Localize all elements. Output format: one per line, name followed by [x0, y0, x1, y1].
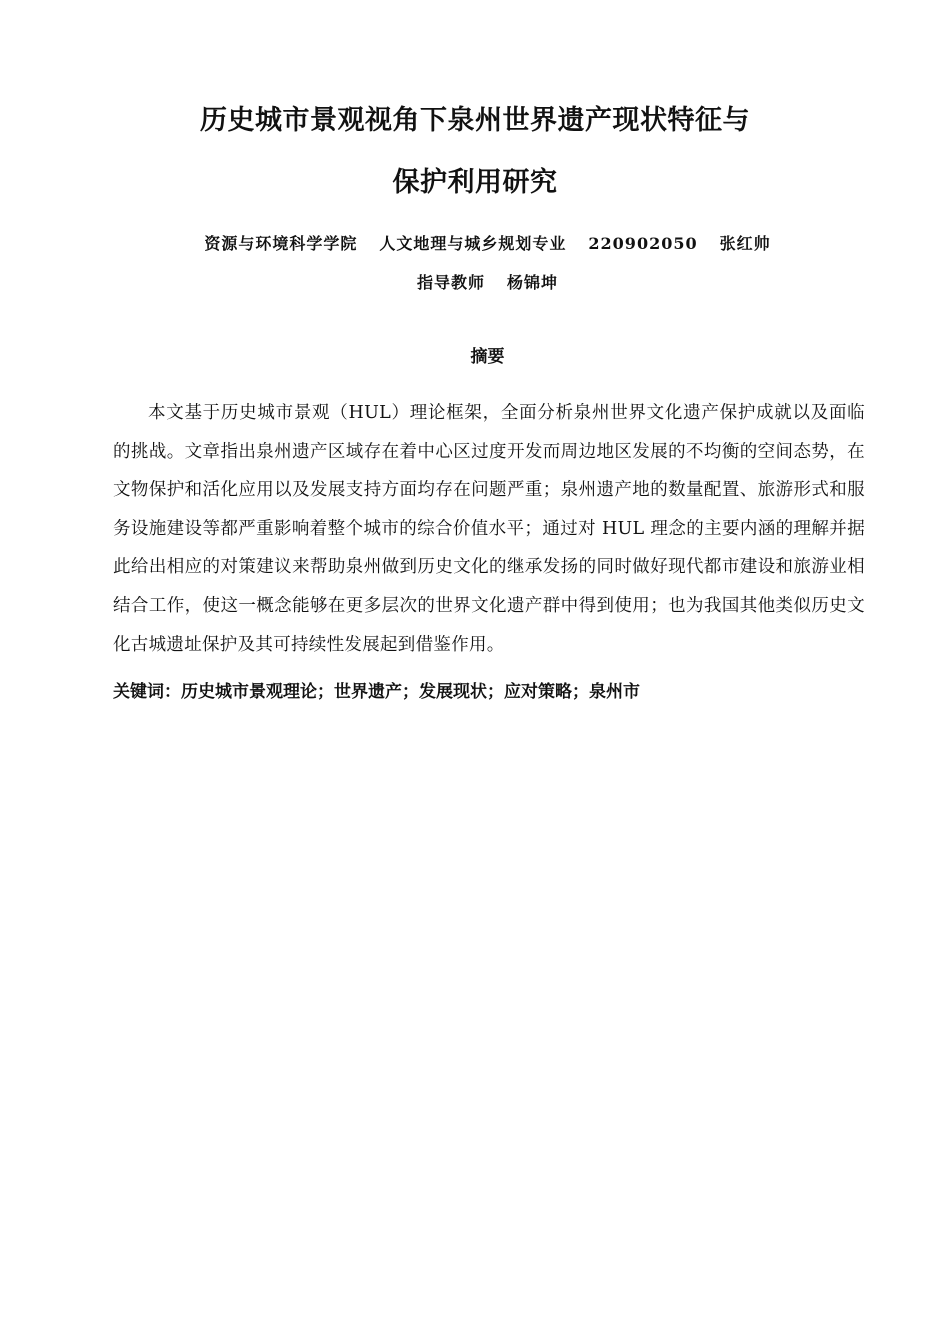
- abstract-heading: 摘要: [470, 347, 505, 367]
- advisor-name: 杨锦坤: [507, 273, 559, 292]
- author-student-id: 220902050: [588, 234, 698, 253]
- author-name: 张红帅: [719, 234, 771, 253]
- author-college: 资源与环境科学学院: [204, 234, 358, 253]
- advisor-info: [0, 270, 950, 293]
- author-info: [0, 231, 950, 254]
- paper-title-line-1: 历史城市景观视角下泉州世界遗产现状特征与: [200, 105, 750, 136]
- paper-title-line-2: 保护利用研究: [392, 167, 558, 198]
- author-major: 人文地理与城乡规划专业: [379, 234, 567, 253]
- abstract-body: 本文基于历史城市景观（HUL）理论框架，全面分析泉州世界文化遗产保护成就以及面临的挑战。文章指出泉州遗产区域存在着中心区过度开发而周边地区发展的不均衡的空间态势，在文物保护和活化应用以及发展支持方面均存在问题严重；泉州遗产地的数量配置、旅游形式和服务设施建设等都严重影响着整个城市的综合价值水平；通过对 HUL 理念的主要内涵的理解并据此给出相应的对策建议来帮助泉州做到历史文化的继承发扬的同时做好现代都市建设和旅游业相结合工作，使这一概念能够在更多层次的世界文化遗产群中得到使用；也为我国其他类似历史文化古城遗址保护及其可持续性发展起到借鉴作用。: [113, 403, 865, 655]
- keywords: 关键词：历史城市景观理论；世界遗产；发展现状；应对策略；泉州市: [113, 682, 640, 702]
- advisor-label: 指导教师: [416, 273, 485, 292]
